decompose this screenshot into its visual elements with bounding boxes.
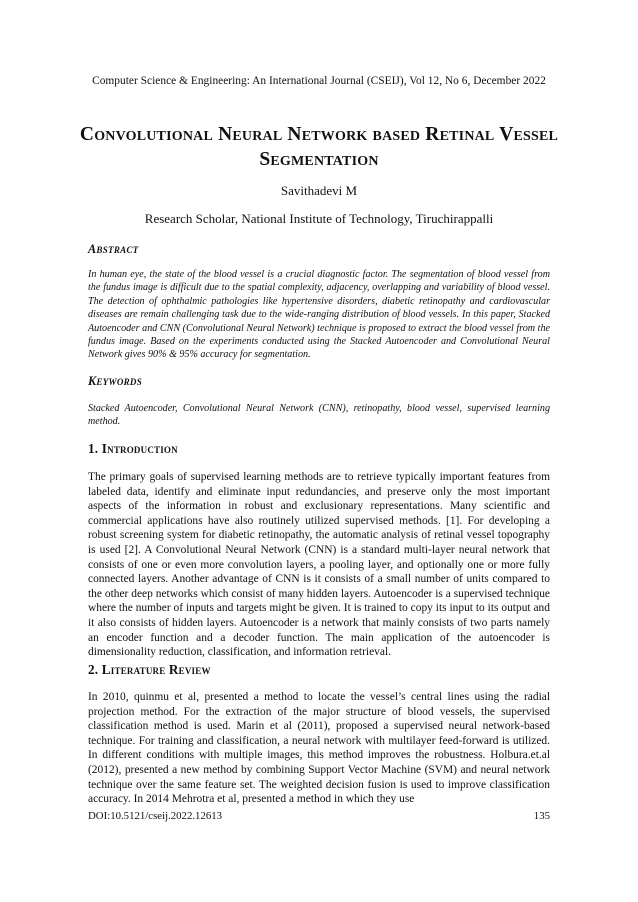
author-name: Savithadevi M bbox=[280, 183, 358, 198]
keywords-heading: Keywords bbox=[88, 374, 143, 388]
running-header: Computer Science & Engineering: An International Journal (CSEIJ), Vol 12, No 6, December 2022 bbox=[92, 75, 546, 87]
section-heading-literature-review: 2. Literature Review bbox=[88, 662, 211, 677]
page-number: 135 bbox=[533, 810, 550, 822]
abstract-text: In human eye, the state of the blood vessel is a crucial diagnostic factor. The segmentation of blood vessel from the fundus image is difficult due to the spatial complexity, adjacency, overlapping and variability of blood vessel. The detection of ophthalmic pathologies like hypertensive disorders, diabetic retinopathy and cardiovascular diseases are remain challenging task due to the wide-ranging distribution of blood vessels. In this paper, Stacked Autoencoder and CNN (Convolutional Neural Network) technique is proposed to extract the blood vessel from the fundus image. Based on the experiments conducted using the Stacked Autoencoder and Convolutional Neural Network gives 90% & 95% accuracy for segmentation. bbox=[88, 269, 550, 361]
section-text-literature-review: In 2010, quinmu et al, presented a method to locate the vessel’s central lines using the radial projection method. For the extraction of the major structure of blood vessels, the supervised classification method is used. Marin et al (2011), proposed a supervised neural network-based technique. For training and classification, a neural network with multilayer feed-forward is utilized. In different conditions with multiple images, this method improves the robustness. Holbura.et.al (2012), presented a new method by combining Support Vector Machine (SVM) and neural network technique over the same feature set. The weighted decision fusion is used to improve classification accuracy. In 2014 Mehrotra et al, presented a method in which they use bbox=[88, 691, 550, 806]
author-affiliation: Research Scholar, National Institute of Technology, Tiruchirappalli bbox=[144, 211, 494, 226]
keywords-text: Stacked Autoencoder, Convolutional Neural Network (CNN), retinopathy, blood vessel, supervised learning method. bbox=[88, 403, 550, 428]
page-footer bbox=[88, 810, 550, 822]
paper-title: Convolutional Neural Network based Retinal Vessel Segmentation bbox=[79, 124, 559, 170]
doi-text: DOI:10.5121/cseij.2022.12613 bbox=[88, 810, 223, 822]
section-heading-introduction: 1. Introduction bbox=[88, 441, 178, 456]
abstract-heading: Abstract bbox=[88, 242, 139, 256]
section-text-introduction: The primary goals of supervised learning methods are to retrieve typically important features from labeled data, identify and eliminate input redundancies, and preserve only the most important aspects of the information in robust and exclusionary representations. Many scientific and commercial applications have also routinely utilized supervised methods. [1]. For developing a robust screening system for diabetic retinopathy, the automatic analysis of retinal vessel topography is used [2]. A Convolutional Neural Network (CNN) is a standard multi-layer neural network that consists of one or even more convolution layers, a pooling layer, and optionally one or more fully connected layers. Another advantage of CNN is it consists of a small number of units compared to the other deep networks which consist of many hidden layers. Autoencoder is a supervised technique where the number of inputs and targets might be given. It is trained to copy its input to its output and it also consists of hidden layers. Autoencoder is a network that mainly consists of two parts namely an encoder function and a decoder function. The main application of the autoencoder is dimensionality reduction, classification, and information retrieval. bbox=[88, 471, 550, 659]
